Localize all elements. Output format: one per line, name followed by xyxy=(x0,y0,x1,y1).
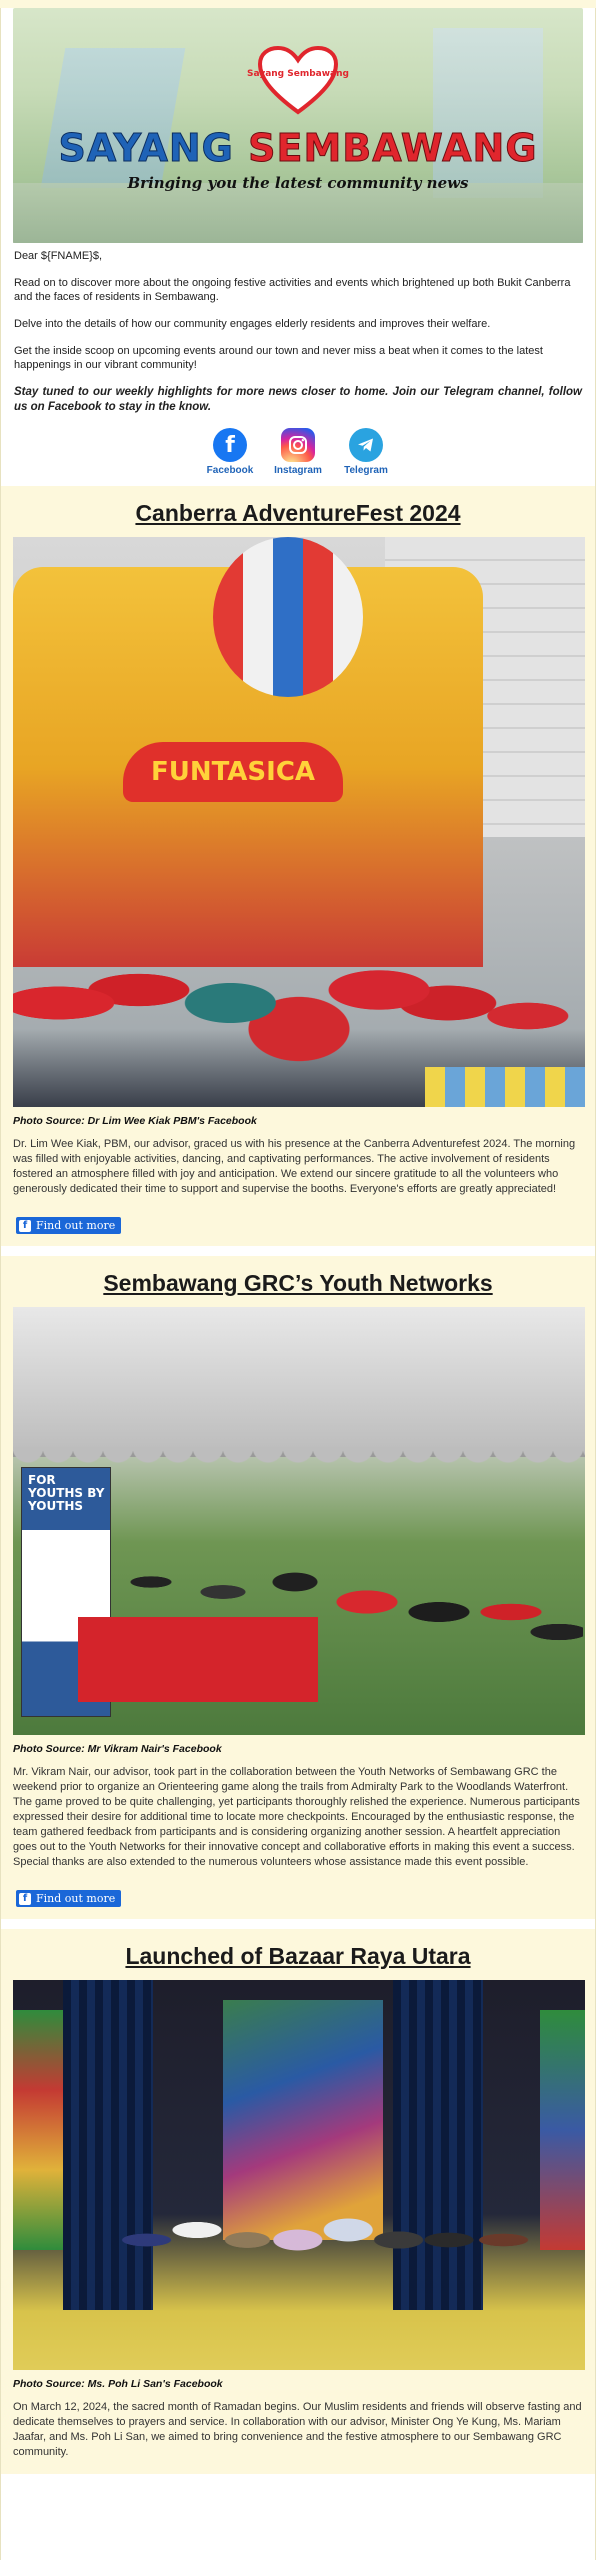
section-title: Sembawang GRC’s Youth Networks xyxy=(103,1270,493,1296)
decor-panel-right xyxy=(540,2010,585,2250)
logo-text: Sayang Sembawang xyxy=(247,69,349,79)
section-bazaar-raya-utara xyxy=(1,1929,595,2474)
find-out-more-label: Find out more xyxy=(36,1219,116,1232)
youth-banner-text: FOR YOUTHS BY YOUTHS xyxy=(28,1473,105,1513)
facebook-icon: f xyxy=(19,1220,31,1232)
email-newsletter xyxy=(0,8,596,2560)
funtasica-sign: FUNTASICA xyxy=(123,742,343,802)
decor-panel-left xyxy=(13,2010,63,2250)
telegram-icon xyxy=(349,428,383,462)
telegram-link[interactable] xyxy=(340,428,392,476)
playground-ground xyxy=(13,183,583,243)
title-word-sembawang: SEMBAWANG xyxy=(248,126,538,170)
stay-tuned-text: Stay tuned to our weekly highlights for more news closer to home. Join our Telegram channel, follow us on Facebook to stay in the know. xyxy=(14,386,582,413)
instagram-label: Instagram xyxy=(274,465,322,476)
section-youth-networks xyxy=(1,1256,595,1919)
section-body: On March 12, 2024, the sacred month of Ramadan begins. Our Muslim residents and friends will observe fasting and dedicate themselves to prayers and service. In collaboration with our advisor, Minister Ong Ye Kung, Ms. Mariam Jaafar, and Ms. Poh Li San, we aimed to bring convenience and the festive atmosphere to our Sembawang GRC community. xyxy=(13,2401,582,2458)
youth-networks-photo xyxy=(13,1307,585,1735)
section-title: Launched of Bazaar Raya Utara xyxy=(125,1943,471,1969)
sayang-sembawang-logo xyxy=(247,46,349,116)
header-banner xyxy=(13,8,583,243)
facebook-label: Facebook xyxy=(206,465,254,476)
facebook-link[interactable] xyxy=(204,428,256,476)
newsletter-subtitle: Bringing you the latest community news xyxy=(127,174,469,192)
instagram-link[interactable] xyxy=(272,428,324,476)
find-out-more-button[interactable] xyxy=(16,1890,121,1907)
red-table xyxy=(78,1617,318,1702)
social-links xyxy=(1,428,595,476)
intro-paragraph-1: Read on to discover more about the ongoing festive activities and events which brightened up both Bukit Canberra and the faces of residents in Sembawang. xyxy=(14,277,571,303)
inflatable-ball xyxy=(213,537,363,697)
section-title: Canberra AdventureFest 2024 xyxy=(135,500,461,526)
tent-scallop xyxy=(13,1447,585,1467)
instagram-icon xyxy=(281,428,315,462)
facebook-icon: f xyxy=(19,1893,31,1905)
greeting: Dear ${FNAME}$, xyxy=(14,250,103,262)
find-out-more-button[interactable] xyxy=(16,1217,121,1234)
playground-tower xyxy=(433,28,543,198)
photo-caption: Photo Source: Dr Lim Wee Kiak PBM's Facebook xyxy=(13,1115,257,1127)
title-word-sayang: SAYANG xyxy=(58,126,234,170)
newsletter-title xyxy=(13,126,583,170)
tent-canopy xyxy=(13,1307,585,1457)
photo-caption: Photo Source: Ms. Poh Li San's Facebook xyxy=(13,2378,223,2390)
find-out-more-label: Find out more xyxy=(36,1892,116,1905)
section-body: Mr. Vikram Nair, our advisor, took part in the collaboration between the Youth Networks of Sembawang GRC the weekend prior to organize an Orienteering game along the trails from Admiralty Park to the Woodlands Waterfront. The game proved to be quite challenging, yet participants thoroughly relished the experience. Numerous participants expressed their desire for additional time to locate more checkpoints. Encouraged by the enthusiastic response, the team gathered feedback from participants and is considering organizing another session. A heartfelt appreciation goes out to the Youth Networks for their innovative concept and collaborative efforts in making this event a success. Special thanks are also extended to the numerous volunteers whose assistance made this event possible. xyxy=(13,1766,580,1868)
intro-paragraph-2: Delve into the details of how our community engages elderly residents and improves their welfare. xyxy=(14,318,491,330)
intro-text xyxy=(1,243,595,415)
floor-mat xyxy=(425,1067,585,1107)
group-of-people xyxy=(113,2140,533,2340)
facebook-icon: f xyxy=(213,428,247,462)
telegram-label: Telegram xyxy=(344,465,388,476)
bazaar-photo xyxy=(13,1980,585,2370)
section-canberra-adventurefest xyxy=(1,486,595,1246)
section-body: Dr. Lim Wee Kiak, PBM, our advisor, graced us with his presence at the Canberra Adventurefest 2024. The morning was filled with enjoyable activities, dancing, and captivating performances. The active involvement of residents fostered an atmosphere filled with joy and anticipation. We extend our sincere gratitude to all the volunteers who generously dedicated their time to support and supervise the booths. Everyone's efforts are greatly appreciated! xyxy=(13,1138,576,1195)
photo-caption: Photo Source: Mr Vikram Nair's Facebook xyxy=(13,1743,222,1755)
intro-paragraph-3: Get the inside scoop on upcoming events around our town and never miss a beat when it comes to the latest happenings in our vibrant community! xyxy=(14,345,543,371)
adventurefest-photo xyxy=(13,537,585,1107)
